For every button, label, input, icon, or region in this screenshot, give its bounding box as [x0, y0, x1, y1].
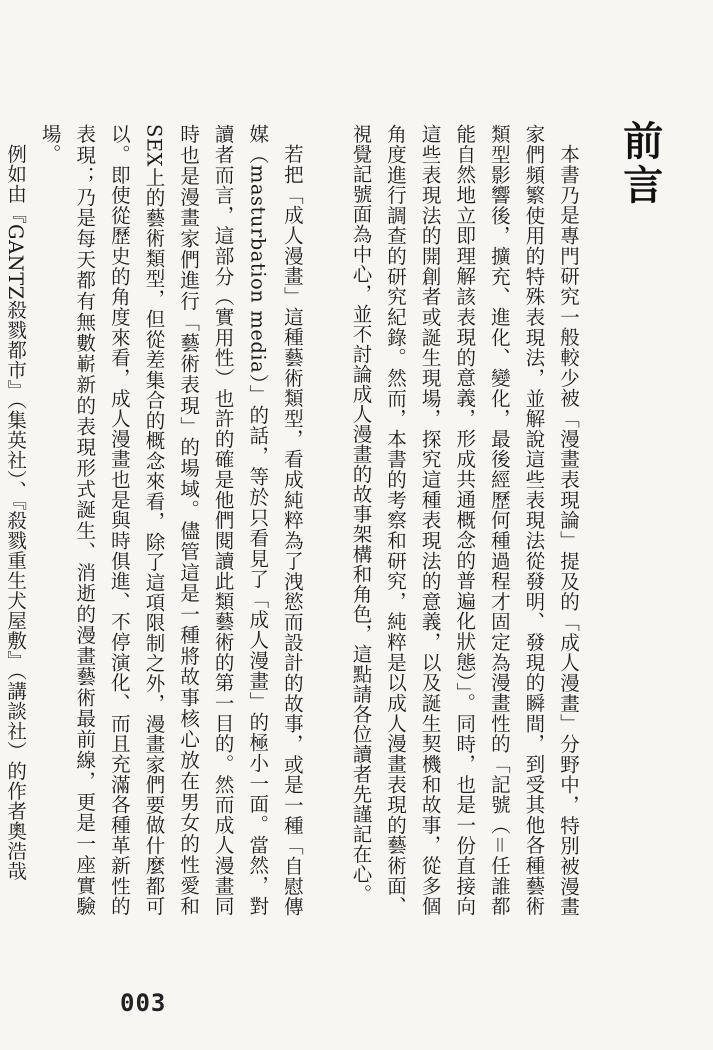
paragraph-gap: [309, 124, 343, 916]
paragraph-intro: 本書乃是專門研究一般較少被「漫畫表現論」提及的「成人漫畫」分野中，特別被漫畫家們頻繁使用的特殊表現法，並解說這些表現法從發明、發現的瞬間，到受其他各種藝術類型影響後，擴充、進化、變化，最後經歷何種過程才固定為漫畫性的「記號（＝任誰都能自然地立即理解該表現的意義，形成共通概念的普遍化狀態）」。同時，也是一份直接向這些表現法的開創者或誕生現場，探究這種表現法的意義，以及誕生契機和故事，從多個角度進行調查的研究紀錄。然而，本書的考察和研究，純粹是以成人漫畫表現的藝術面、視覺記號面為中心，並不討論成人漫畫的故事架構和角色，這點請各位讀者先謹記在心。: [349, 124, 580, 916]
body-text: [4, 124, 585, 916]
page-heading: 前言: [616, 120, 663, 208]
page-number: 003: [120, 989, 167, 1017]
paragraph-example: 例如由『GANTZ殺戮都市』（集英社）、『殺戮重生犬屋敷』（講談社）的作者奧浩哉: [4, 143, 28, 881]
paragraph-adult-manga: 若把「成人漫畫」這種藝術類型，看成純粹為了洩慾而設計的故事，或是一種「自慰傳媒（masturbation media）」的話，等於只看見了「成人漫畫」的極小一面。當然，對讀者而言，這部分（實用性）也許的確是他們閱讀此類藝術的第一目的。然而成人漫畫同時也是漫畫家們進行「藝術表現」的場域。儘管這是一種將故事核心放在男女的性愛和SEX上的藝術類型，但從差集合的概念來看，除了這項限制之外，漫畫家們要做什麼都可以。即使從歷史的角度來看，成人漫畫也是與時俱進、不停演化、而且充滿各種革新性的表現；乃是每天都有無數嶄新的表現形式誕生、消逝的漫畫藝術最前線，更是一座實驗場。: [38, 124, 304, 916]
